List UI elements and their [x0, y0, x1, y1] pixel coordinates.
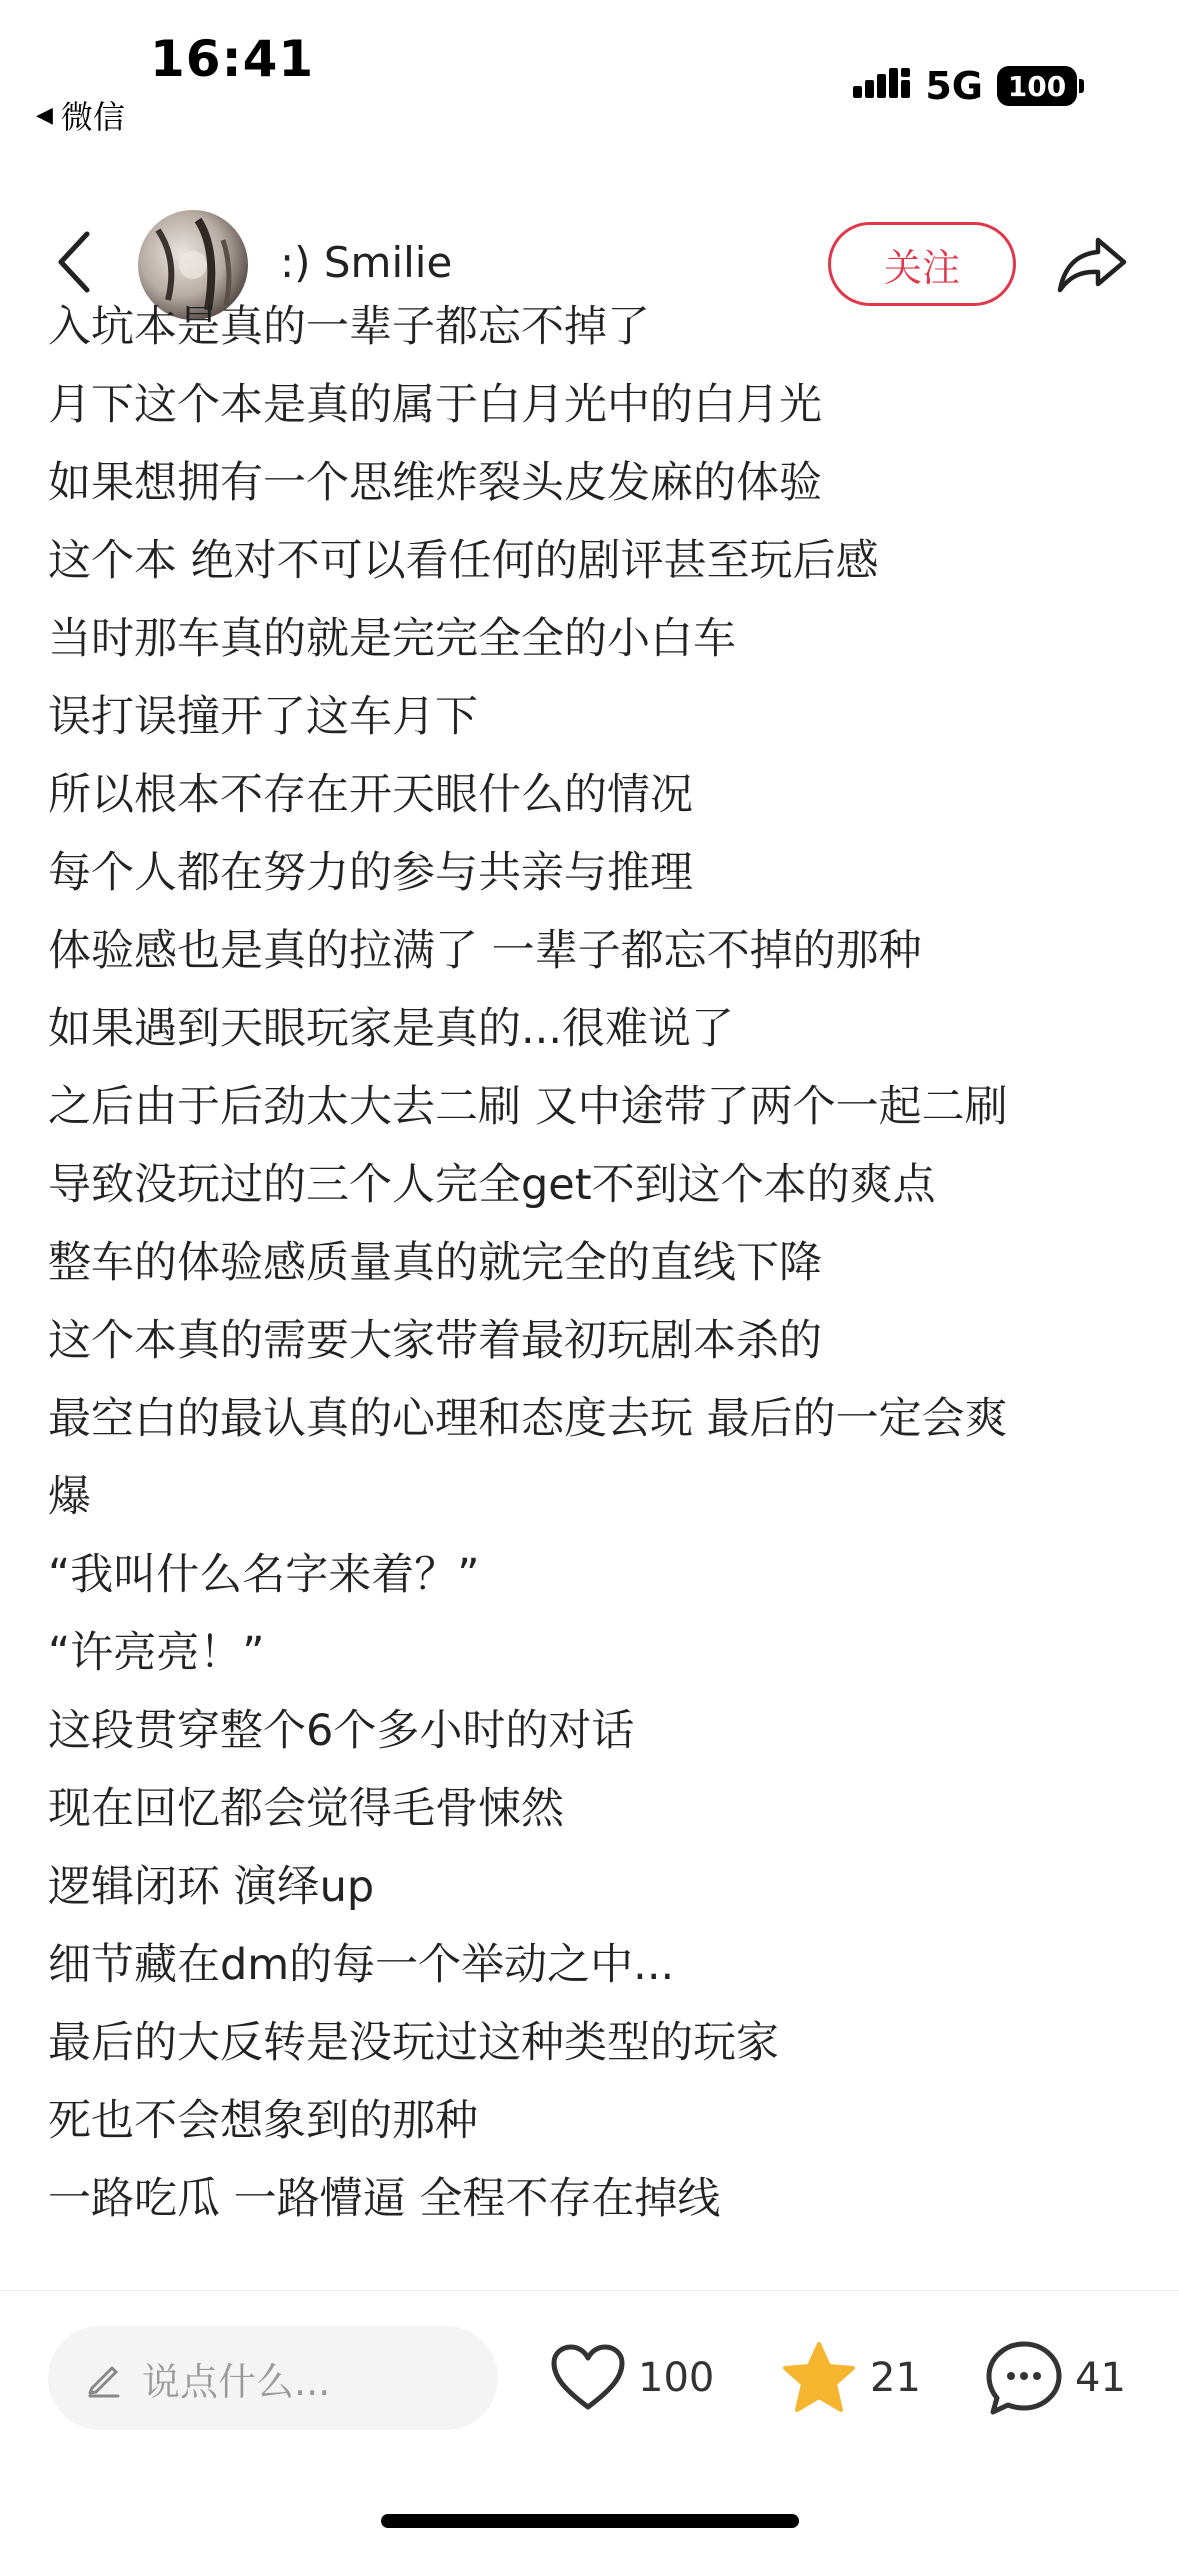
content-line: 如果遇到天眼玩家是真的...很难说了 [48, 1004, 735, 1054]
collect-button[interactable] [780, 2326, 921, 2430]
content-line: “许亮亮！” [48, 1628, 265, 1678]
content-line: 这个本 绝对不可以看任何的剧评甚至玩后感 [48, 536, 879, 586]
network-label: 5G [925, 64, 983, 108]
share-icon [1056, 234, 1128, 294]
follow-button[interactable]: 关注 [828, 222, 1016, 306]
content-line: 整车的体验感质量真的就完全的直线下降 [48, 1238, 822, 1288]
battery-tip [1079, 79, 1084, 93]
comment-placeholder: 说点什么... [142, 2359, 331, 2404]
heart-icon [550, 2343, 626, 2413]
battery-icon [997, 66, 1077, 106]
cellular-signal-icon [853, 66, 911, 106]
content-line: 月下这个本是真的属于白月光中的白月光 [48, 380, 822, 430]
home-indicator[interactable] [381, 2514, 799, 2528]
content-line: 死也不会想象到的那种 [48, 2096, 478, 2146]
comment-bubble-icon [985, 2340, 1063, 2416]
content-line: “我叫什么名字来着？” [48, 1550, 480, 1600]
content-line: 入坑本是真的一辈子都忘不掉了 [48, 302, 650, 352]
content-line: 如果想拥有一个思维炸裂头皮发麻的体验 [48, 458, 822, 508]
content-line: 导致没玩过的三个人完全get不到这个本的爽点 [48, 1160, 936, 1210]
content-line: 这段贯穿整个6个多小时的对话 [48, 1706, 635, 1756]
chevron-left-icon [55, 230, 95, 294]
status-time: 16:41 [150, 30, 315, 88]
content-line: 之后由于后劲太大去二刷 又中途带了两个一起二刷 [48, 1082, 1008, 1132]
status-bar [0, 0, 1179, 150]
back-app-label: 微信 [60, 98, 125, 136]
content-line: 最后的大反转是没玩过这种类型的玩家 [48, 2018, 779, 2068]
like-button[interactable] [550, 2326, 714, 2430]
like-count: 100 [638, 2355, 715, 2401]
comment-button[interactable] [985, 2326, 1126, 2430]
content-line: 最空白的最认真的心理和态度去玩 最后的一定会爽 [48, 1394, 1008, 1444]
content-line: 体验感也是真的拉满了 一辈子都忘不掉的那种 [48, 926, 922, 976]
content-line: 所以根本不存在开天眼什么的情况 [48, 770, 693, 820]
battery-level: 100 [1007, 69, 1067, 103]
content-line: 每个人都在努力的参与共亲与推理 [48, 848, 693, 898]
content-line: 爆 [48, 1472, 91, 1522]
content-line: 现在回忆都会觉得毛骨悚然 [48, 1784, 564, 1834]
back-triangle-icon: ◀ [36, 102, 53, 128]
content-line: 这个本真的需要大家带着最初玩剧本杀的 [48, 1316, 822, 1366]
note-content [48, 302, 1138, 2290]
comment-input[interactable] [48, 2326, 498, 2430]
comment-count: 41 [1075, 2355, 1126, 2401]
content-line: 一路吃瓜 一路懵逼 全程不存在掉线 [48, 2174, 721, 2224]
pencil-icon [84, 2358, 124, 2398]
content-line: 当时那车真的就是完完全全的小白车 [48, 614, 736, 664]
star-count: 21 [870, 2355, 921, 2401]
status-indicators [853, 64, 1084, 108]
content-line: 细节藏在dm的每一个举动之中... [48, 1940, 675, 1990]
content-line: 逻辑闭环 演绎up [48, 1862, 375, 1912]
star-icon [780, 2340, 858, 2416]
back-to-app-link[interactable] [36, 92, 125, 138]
author-name[interactable]: :) Smilie [280, 238, 453, 287]
content-line: 误打误撞开了这车月下 [48, 692, 478, 742]
